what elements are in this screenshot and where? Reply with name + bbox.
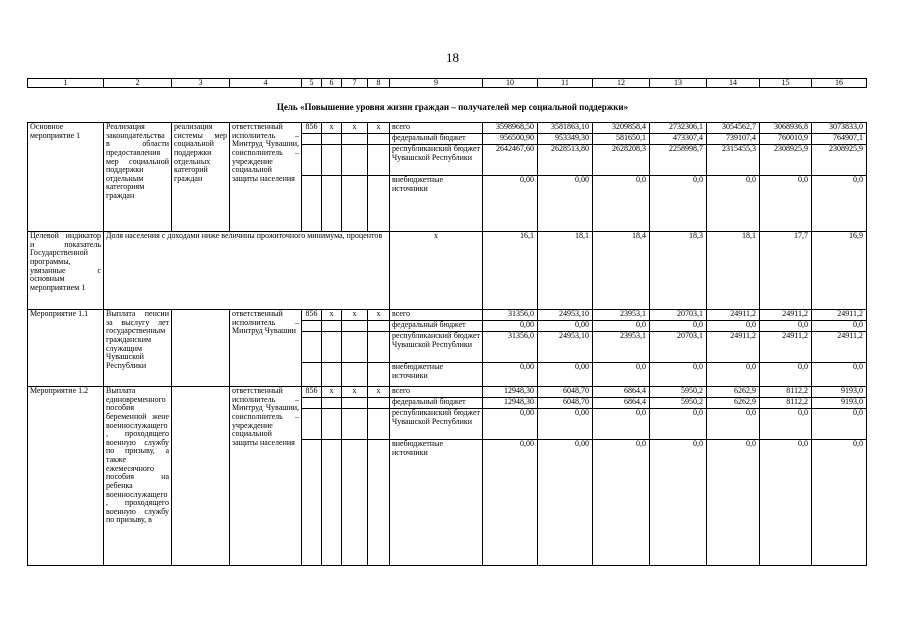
funding-value: 6048,70 bbox=[538, 398, 593, 409]
column-number: 1 bbox=[28, 79, 104, 88]
activity-name: Мероприятие 1.2 bbox=[28, 387, 104, 566]
column-number: 14 bbox=[707, 79, 760, 88]
funding-value: 3068936,8 bbox=[760, 123, 812, 134]
empty-cell bbox=[322, 134, 342, 145]
funding-value: 12948,30 bbox=[483, 398, 538, 409]
funding-value: 24911,2 bbox=[812, 332, 867, 363]
indicator-value: 18,3 bbox=[650, 232, 707, 310]
funding-value: 24911,2 bbox=[707, 332, 760, 363]
funding-source: федеральный бюджет bbox=[390, 398, 483, 409]
funding-value: 0,0 bbox=[593, 363, 650, 387]
activity-task: реализация системы мер социальной поддержки отдельных категорий граждан bbox=[172, 123, 230, 232]
funding-source: внебюджетные источники bbox=[390, 440, 483, 566]
budget-code: 856 bbox=[302, 387, 322, 398]
funding-value: 12948,30 bbox=[483, 387, 538, 398]
x-mark: x bbox=[322, 310, 342, 321]
x-mark: x bbox=[322, 387, 342, 398]
funding-value: 5950,2 bbox=[650, 387, 707, 398]
funding-value: 6262,9 bbox=[707, 387, 760, 398]
empty-cell bbox=[322, 398, 342, 409]
activity-title: Выплата пенсии за выслугу лет государственным гражданским служащим Чувашской Республики bbox=[104, 310, 172, 387]
x-mark: x bbox=[342, 310, 368, 321]
empty-cell bbox=[322, 176, 342, 232]
empty-cell bbox=[342, 145, 368, 176]
empty-cell bbox=[322, 145, 342, 176]
empty-cell bbox=[302, 176, 322, 232]
empty-cell bbox=[322, 440, 342, 566]
budget-code: 856 bbox=[302, 123, 322, 134]
empty-cell bbox=[302, 398, 322, 409]
indicator-value: 16,9 bbox=[812, 232, 867, 310]
funding-value: 0,0 bbox=[812, 321, 867, 332]
funding-value: 0,0 bbox=[707, 440, 760, 566]
goal-heading: Цель «Повышение уровня жизни граждан – получателей мер социальной поддержки» bbox=[276, 102, 629, 112]
funding-value: 0,0 bbox=[760, 409, 812, 440]
activity-executor: ответственный исполнитель – Минтруд Чувашии bbox=[230, 310, 302, 387]
funding-value: 0,0 bbox=[812, 363, 867, 387]
funding-source: республиканский бюджет Чувашской Республики bbox=[390, 145, 483, 176]
empty-cell bbox=[302, 134, 322, 145]
funding-value: 0,00 bbox=[538, 176, 593, 232]
column-number: 15 bbox=[760, 79, 812, 88]
column-number: 7 bbox=[342, 79, 368, 88]
funding-value: 9193,0 bbox=[812, 387, 867, 398]
page-number: 18 bbox=[446, 50, 459, 65]
empty-cell bbox=[322, 409, 342, 440]
funding-value: 24911,2 bbox=[760, 332, 812, 363]
funding-value: 0,0 bbox=[650, 176, 707, 232]
column-number: 3 bbox=[172, 79, 230, 88]
empty-cell bbox=[302, 332, 322, 363]
indicator-value: 17,7 bbox=[760, 232, 812, 310]
activity-name: Основное мероприятие 1 bbox=[28, 123, 104, 232]
column-number: 8 bbox=[368, 79, 390, 88]
funding-value: 739107,4 bbox=[707, 134, 760, 145]
funding-value: 0,0 bbox=[707, 176, 760, 232]
funding-value: 0,0 bbox=[650, 440, 707, 566]
funding-value: 2628513,80 bbox=[538, 145, 593, 176]
funding-value: 3598968,50 bbox=[483, 123, 538, 134]
column-number: 6 bbox=[322, 79, 342, 88]
empty-cell bbox=[302, 440, 322, 566]
funding-value: 3209858,4 bbox=[593, 123, 650, 134]
column-number: 5 bbox=[302, 79, 322, 88]
funding-value: 0,00 bbox=[483, 409, 538, 440]
empty-cell bbox=[342, 398, 368, 409]
funding-value: 581650,1 bbox=[593, 134, 650, 145]
activity-name: Мероприятие 1.1 bbox=[28, 310, 104, 387]
funding-value: 0,0 bbox=[812, 176, 867, 232]
funding-value: 2642467,60 bbox=[483, 145, 538, 176]
source-row bbox=[28, 310, 867, 321]
funding-value: 2315455,3 bbox=[707, 145, 760, 176]
column-number: 13 bbox=[650, 79, 707, 88]
empty-cell bbox=[368, 145, 390, 176]
x-mark: x bbox=[368, 387, 390, 398]
funding-value: 0,0 bbox=[650, 409, 707, 440]
empty-cell bbox=[342, 321, 368, 332]
indicator-name: Целевой индикатор и показатель Государственной программы, увязанные с основным мероприятием 1 bbox=[28, 232, 104, 310]
source-row bbox=[28, 387, 867, 398]
column-number: 2 bbox=[104, 79, 172, 88]
funding-value: 6864,4 bbox=[593, 387, 650, 398]
x-mark: x bbox=[342, 123, 368, 134]
funding-value: 24911,2 bbox=[760, 310, 812, 321]
activity-executor: ответственный исполнитель – Минтруд Чувашии, соисполнитель – учреждение социальной защиты населения bbox=[230, 123, 302, 232]
funding-source: республиканский бюджет Чувашской Республики bbox=[390, 332, 483, 363]
column-number: 10 bbox=[483, 79, 538, 88]
column-number: 4 bbox=[230, 79, 302, 88]
funding-value: 0,00 bbox=[538, 409, 593, 440]
empty-cell bbox=[322, 321, 342, 332]
funding-value: 2258998,7 bbox=[650, 145, 707, 176]
empty-cell bbox=[302, 145, 322, 176]
funding-value: 3054562,7 bbox=[707, 123, 760, 134]
column-number: 11 bbox=[538, 79, 593, 88]
empty-cell bbox=[322, 363, 342, 387]
x-mark: x bbox=[368, 310, 390, 321]
indicator-value: 18,1 bbox=[707, 232, 760, 310]
funding-value: 0,0 bbox=[760, 176, 812, 232]
funding-value: 473307,4 bbox=[650, 134, 707, 145]
funding-value: 9193,0 bbox=[812, 398, 867, 409]
budget-code: 856 bbox=[302, 310, 322, 321]
indicator-row bbox=[28, 232, 867, 310]
funding-value: 6048,70 bbox=[538, 387, 593, 398]
funding-value: 8112,2 bbox=[760, 387, 812, 398]
funding-value: 3581863,10 bbox=[538, 123, 593, 134]
funding-source: всего bbox=[390, 310, 483, 321]
empty-cell bbox=[342, 440, 368, 566]
funding-value: 24953,10 bbox=[538, 310, 593, 321]
funding-value: 764907,1 bbox=[812, 134, 867, 145]
funding-value: 0,0 bbox=[760, 363, 812, 387]
column-number-header bbox=[27, 78, 867, 88]
funding-value: 0,0 bbox=[650, 363, 707, 387]
activity-title: Выплата единовременного пособия беременной жене военнослужащего, проходящего военную службу по призыву, а также ежемесячного пособия на ребенка военнослужащего, проходящего военную службу по призыву, в bbox=[104, 387, 172, 566]
empty-cell bbox=[368, 332, 390, 363]
funding-value: 6864,4 bbox=[593, 398, 650, 409]
funding-value: 5950,2 bbox=[650, 398, 707, 409]
funding-value: 23953,1 bbox=[593, 310, 650, 321]
funding-value: 0,0 bbox=[760, 321, 812, 332]
empty-cell bbox=[302, 363, 322, 387]
funding-source: всего bbox=[390, 387, 483, 398]
funding-source: внебюджетные источники bbox=[390, 363, 483, 387]
funding-value: 24911,2 bbox=[707, 310, 760, 321]
column-number: 12 bbox=[593, 79, 650, 88]
funding-value: 0,0 bbox=[593, 409, 650, 440]
funding-source: федеральный бюджет bbox=[390, 134, 483, 145]
funding-value: 23953,1 bbox=[593, 332, 650, 363]
funding-value: 0,00 bbox=[538, 363, 593, 387]
funding-value: 0,00 bbox=[483, 321, 538, 332]
funding-value: 2732306,1 bbox=[650, 123, 707, 134]
funding-value: 24911,2 bbox=[812, 310, 867, 321]
activity-executor: ответственный исполнитель – Минтруд Чувашии, соисполнитель – учреждение социальной защиты населения bbox=[230, 387, 302, 566]
funding-value: 0,0 bbox=[593, 176, 650, 232]
indicator-value: 18,4 bbox=[593, 232, 650, 310]
funding-value: 0,00 bbox=[483, 440, 538, 566]
funding-value: 2308925,9 bbox=[760, 145, 812, 176]
empty-cell bbox=[368, 176, 390, 232]
activity-task bbox=[172, 310, 230, 387]
empty-cell bbox=[342, 176, 368, 232]
empty-cell bbox=[302, 409, 322, 440]
funding-source: внебюджетные источники bbox=[390, 176, 483, 232]
funding-value: 0,0 bbox=[707, 321, 760, 332]
funding-value: 20703,1 bbox=[650, 332, 707, 363]
funding-value: 956500,90 bbox=[483, 134, 538, 145]
funding-value: 0,0 bbox=[593, 440, 650, 566]
activity-title: Реализация законодательства в области предоставления мер социальной поддержки отдельным категориям граждан bbox=[104, 123, 172, 232]
program-table bbox=[27, 122, 867, 566]
funding-value: 3073833,0 bbox=[812, 123, 867, 134]
funding-value: 0,00 bbox=[483, 363, 538, 387]
funding-value: 0,0 bbox=[812, 409, 867, 440]
funding-source: всего bbox=[390, 123, 483, 134]
funding-value: 0,00 bbox=[483, 176, 538, 232]
funding-value: 953349,30 bbox=[538, 134, 593, 145]
funding-value: 0,0 bbox=[760, 440, 812, 566]
funding-value: 0,0 bbox=[707, 409, 760, 440]
funding-value: 2308925,9 bbox=[812, 145, 867, 176]
funding-value: 6262,9 bbox=[707, 398, 760, 409]
indicator-text: Доля населения с доходами ниже величины прожиточного минимума, процентов bbox=[104, 232, 390, 310]
funding-value: 24953,10 bbox=[538, 332, 593, 363]
funding-value: 2628208,3 bbox=[593, 145, 650, 176]
source-row bbox=[28, 123, 867, 134]
empty-cell bbox=[368, 134, 390, 145]
empty-cell bbox=[302, 321, 322, 332]
funding-value: 0,0 bbox=[650, 321, 707, 332]
x-mark: x bbox=[322, 123, 342, 134]
funding-value: 0,0 bbox=[812, 440, 867, 566]
x-mark: x bbox=[342, 387, 368, 398]
funding-value: 0,0 bbox=[707, 363, 760, 387]
empty-cell bbox=[342, 409, 368, 440]
funding-value: 20703,1 bbox=[650, 310, 707, 321]
empty-cell bbox=[368, 363, 390, 387]
empty-cell bbox=[322, 332, 342, 363]
empty-cell bbox=[368, 409, 390, 440]
funding-value: 760010,9 bbox=[760, 134, 812, 145]
column-number: 16 bbox=[812, 79, 867, 88]
x-mark: x bbox=[390, 232, 483, 310]
funding-value: 0,0 bbox=[593, 321, 650, 332]
activity-task bbox=[172, 387, 230, 566]
column-number: 9 bbox=[390, 79, 483, 88]
funding-value: 8112,2 bbox=[760, 398, 812, 409]
funding-source: федеральный бюджет bbox=[390, 321, 483, 332]
funding-value: 31356,0 bbox=[483, 332, 538, 363]
empty-cell bbox=[368, 321, 390, 332]
empty-cell bbox=[342, 363, 368, 387]
empty-cell bbox=[368, 398, 390, 409]
empty-cell bbox=[342, 134, 368, 145]
indicator-value: 16,1 bbox=[483, 232, 538, 310]
funding-value: 0,00 bbox=[538, 321, 593, 332]
funding-source: республиканский бюджет Чувашской Республики bbox=[390, 409, 483, 440]
indicator-value: 18,1 bbox=[538, 232, 593, 310]
empty-cell bbox=[368, 440, 390, 566]
funding-value: 0,00 bbox=[538, 440, 593, 566]
funding-value: 31356,0 bbox=[483, 310, 538, 321]
x-mark: x bbox=[368, 123, 390, 134]
empty-cell bbox=[342, 332, 368, 363]
